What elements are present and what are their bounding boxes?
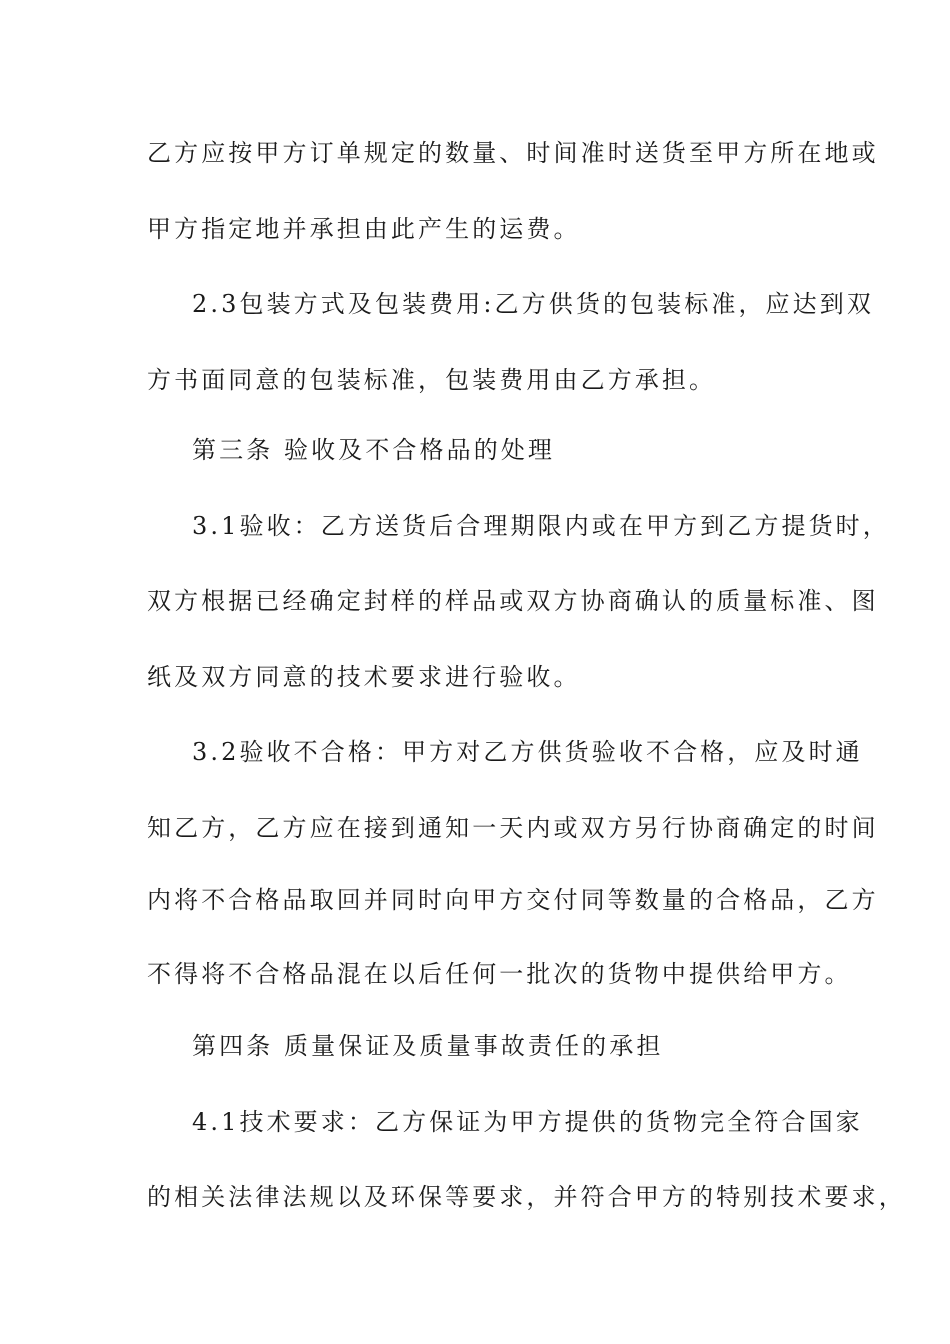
section-3-1-paragraph: 3.1验收：乙方送货后合理期限内或在甲方到乙方提货时， [192, 512, 890, 540]
section-3-2-paragraph: 3.2验收不合格：甲方对乙方供货验收不合格，应及时通 [192, 738, 863, 766]
text-line: 不得将不合格品混在以后任何一批次的货物中提供给甲方。 [147, 960, 852, 988]
article-4-heading: 第四条 质量保证及质量事故责任的承担 [192, 1032, 664, 1060]
text-line: 乙方应按甲方订单规定的数量、时间准时送货至甲方所在地或 [147, 139, 879, 167]
text-line: 双方根据已经确定封样的样品或双方协商确认的质量标准、图 [147, 587, 879, 615]
text-line: 甲方指定地并承担由此产生的运费。 [147, 215, 581, 243]
section-2-3-paragraph: 2.3包装方式及包装费用:乙方供货的包装标准，应达到双 [192, 290, 874, 318]
article-3-heading: 第三条 验收及不合格品的处理 [192, 436, 556, 464]
text-line: 纸及双方同意的技术要求进行验收。 [147, 663, 581, 691]
text-line: 知乙方，乙方应在接到通知一天内或双方另行协商确定的时间 [147, 814, 879, 842]
text-line: 的相关法律法规以及环保等要求，并符合甲方的特别技术要求， [147, 1183, 906, 1211]
text-line: 内将不合格品取回并同时向甲方交付同等数量的合格品，乙方 [147, 886, 879, 914]
text-line: 方书面同意的包装标准，包装费用由乙方承担。 [147, 366, 717, 394]
section-4-1-paragraph: 4.1技术要求：乙方保证为甲方提供的货物完全符合国家 [192, 1108, 863, 1136]
